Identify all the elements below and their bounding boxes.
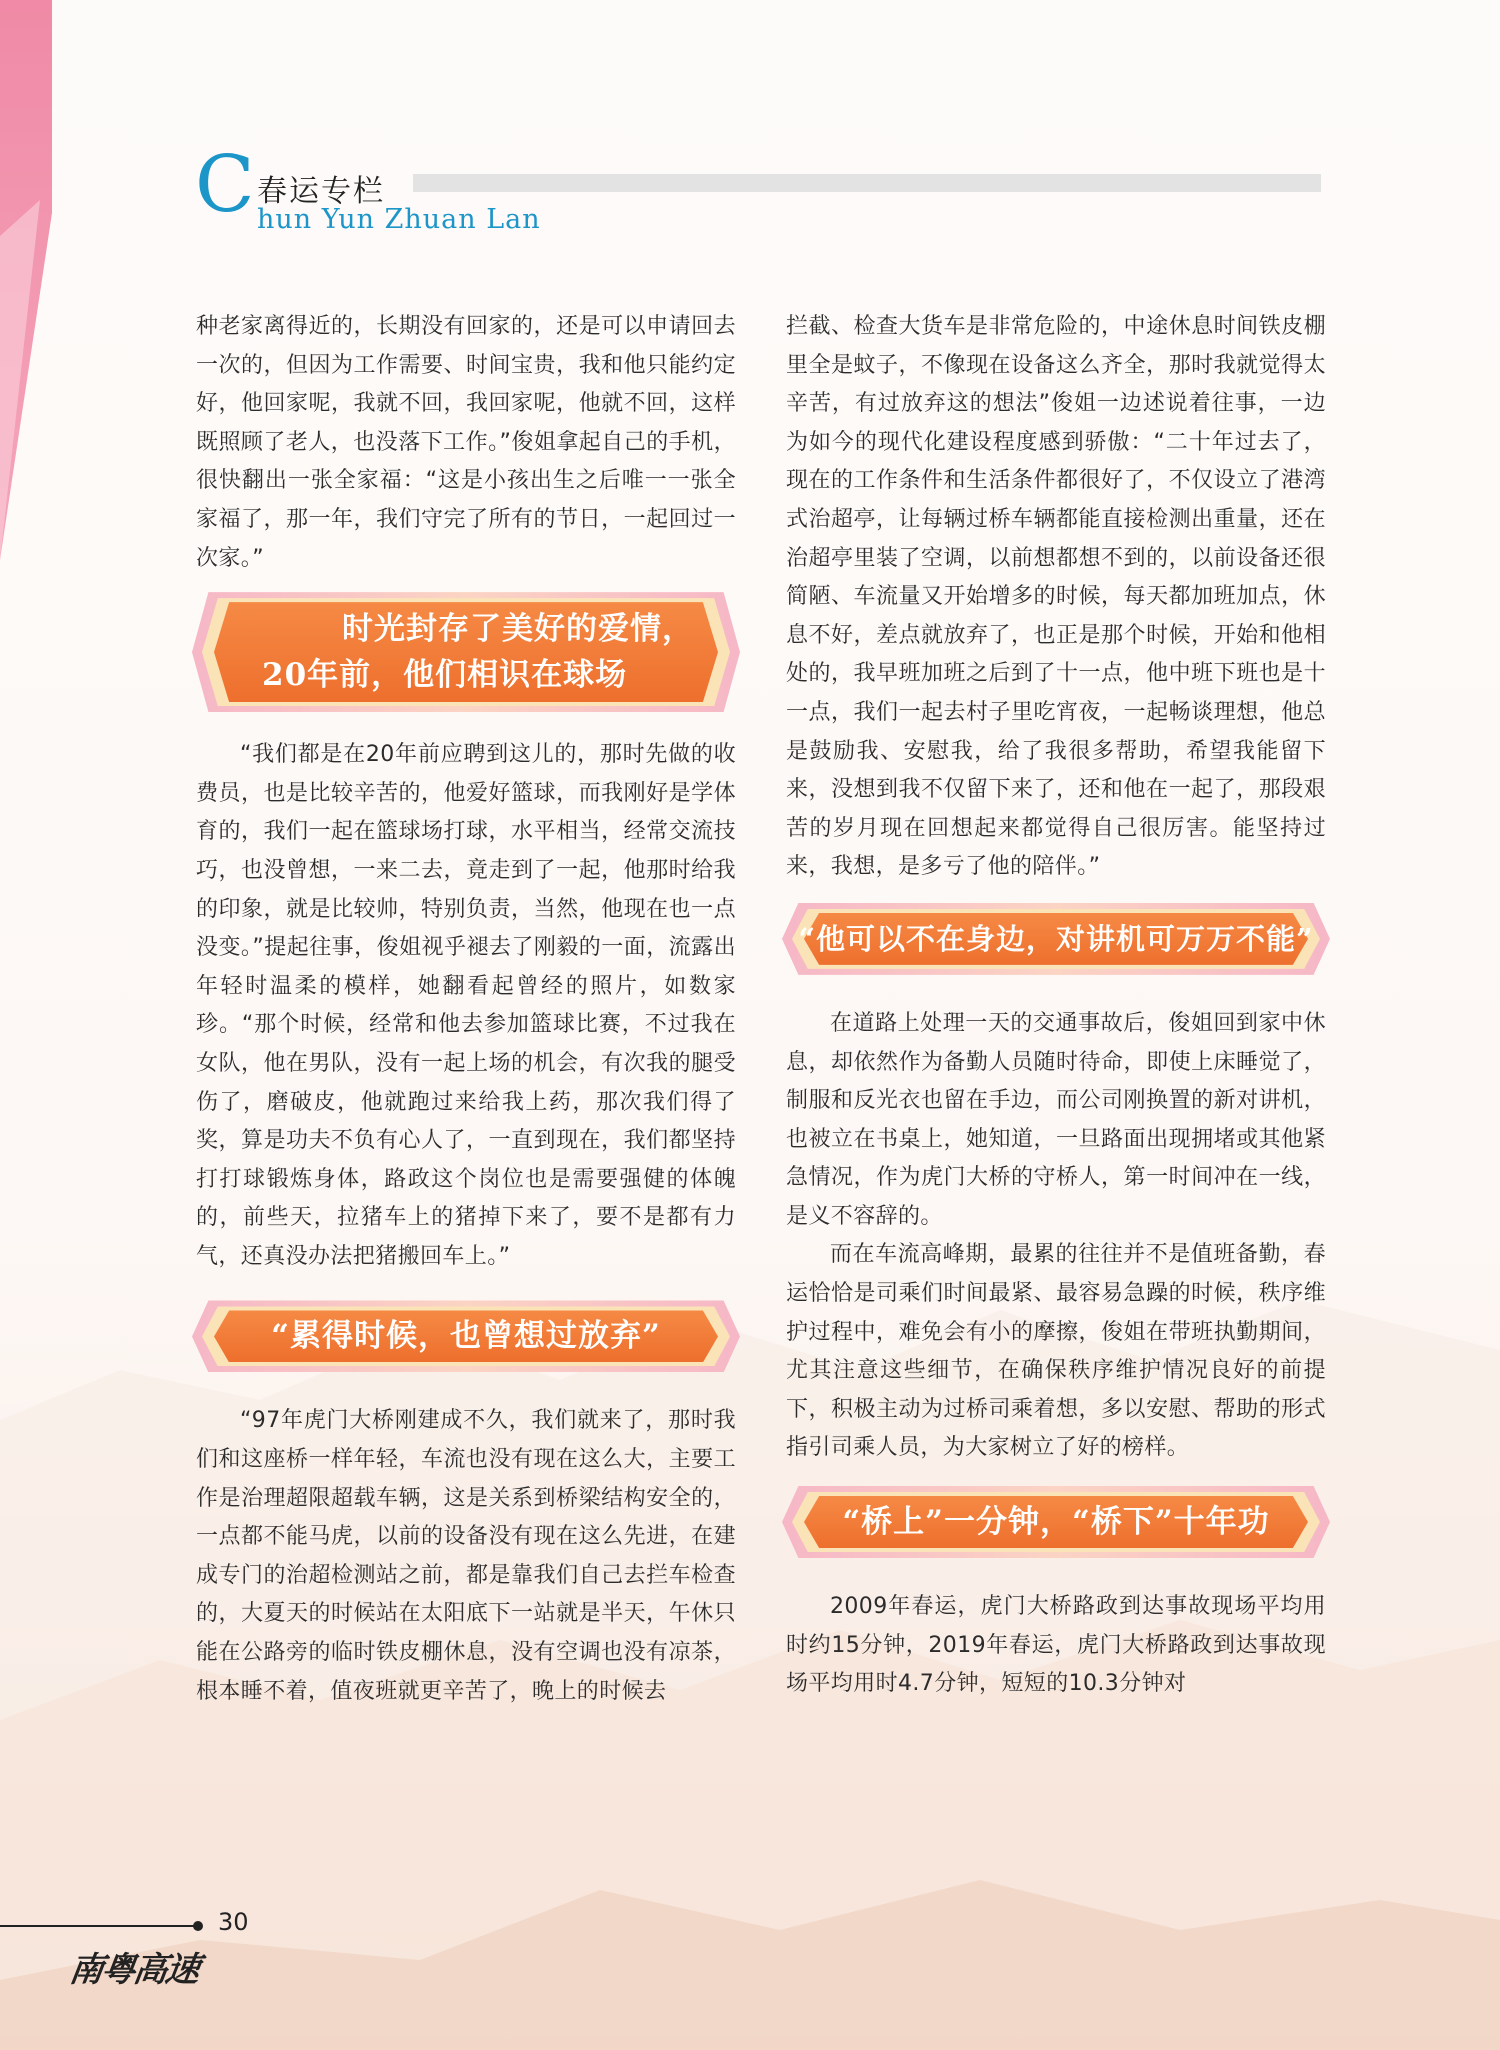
footer-dot bbox=[193, 1921, 203, 1931]
paragraph: “97年虎门大桥刚建成不久，我们就来了，那时我们和这座桥一样年轻，车流也没有现在这么大，主要工作是治理超限超载车辆，这是关系到桥梁结构安全的，一点都不能马虎，以前的设备没有现在这么先进，在建成专门的治超检测站之前，都是靠我们自己去拦车检查的，大夏天的时候站在太阳底下一站就是半天，午休只能在公路旁的临时铁皮棚休息，没有空调也没有凉茶，根本睡不着，值夜班就更辛苦了，晚上的时候去 bbox=[196, 1408, 736, 1704]
page-number: 30 bbox=[218, 1908, 249, 1936]
header-title-pinyin: hun Yun Zhuan Lan bbox=[257, 204, 541, 235]
column-header bbox=[195, 140, 1325, 240]
right-column bbox=[786, 308, 1326, 1704]
section-heading-banner bbox=[192, 1300, 740, 1372]
magazine-logo: 南粤高速 bbox=[66, 1950, 201, 1990]
section-heading bbox=[238, 606, 694, 698]
header-title-chinese: 春运专栏 bbox=[257, 174, 385, 209]
left-column bbox=[196, 308, 736, 1711]
header-initial-letter: C bbox=[195, 140, 255, 230]
footer-rule bbox=[0, 1925, 196, 1927]
paragraph: “我们都是在20年前应聘到这儿的，那时先做的收费员，也是比较辛苦的，他爱好篮球，而我刚好是学体育的，我们一起在篮球场打球，水平相当，经常交流技巧，也没曾想，一来二去，竟走到了一起，他那时给我的印象，就是比较帅，特别负责，当然，他现在也一点没变。”提起往事，俊姐视乎褪去了刚毅的一面，流露出年轻时温柔的模样，她翻看起曾经的照片，如数家珍。“那个时候，经常和他去参加篮球比赛，不过我在女队，他在男队，没有一起上场的机会，有次我的腿受伤了，磨破皮，他就跑过来给我上药，那次我们得了奖，算是功夫不负有心人了，一直到现在，我们都坚持打打球锻炼身体，路政这个岗位也是需要强健的体魄的，前些天，拉猪车上的猪掉下来了，要不是都有力气，还真没办法把猪搬回车上。” bbox=[196, 742, 736, 1269]
section-heading: “他可以不在身边，对讲机可万万不能” bbox=[798, 921, 1314, 956]
section-heading: “累得时候，也曾想过放弃” bbox=[271, 1318, 661, 1355]
section-heading: “桥上”一分钟，“桥下”十年功 bbox=[842, 1504, 1270, 1541]
section-heading-banner bbox=[782, 903, 1330, 975]
section-heading-line: 时光封存了美好的爱情， bbox=[342, 611, 694, 648]
paragraph: 拦截、检查大货车是非常危险的，中途休息时间铁皮棚里全是蚊子，不像现在设备这么齐全，那时我就觉得太辛苦，有过放弃这的想法”俊姐一边述说着往事，一边为如今的现代化建设程度感到骄傲：“二十年过去了，现在的工作条件和生活条件都很好了，不仅设立了港湾式治超亭，让每辆过桥车辆都能直接检测出重量，还在治超亭里装了空调，以前想都想不到的，以前设备还很简陋、车流量又开始增多的时候，每天都加班加点，休息不好，差点就放弃了，也正是那个时候，开始和他相处的，我早班加班之后到了十一点，他中班下班也是十一点，我们一起去村子里吃宵夜，一起畅谈理想，他总是鼓励我、安慰我，给了我很多帮助，希望我能留下来，没想到我不仅留下来了，还和他在一起了，那段艰苦的岁月现在回想起来都觉得自己很厉害。能坚持过来，我想，是多亏了他的陪伴。” bbox=[786, 314, 1326, 880]
paragraph: 而在车流高峰期，最累的往往并不是值班备勤，春运恰恰是司乘们时间最紧、最容易急躁的时候，秩序维护过程中，难免会有小的摩擦，俊姐在带班执勤期间，尤其注意这些细节，在确保秩序维护情况良好的前提下，积极主动为过桥司乘着想，多以安慰、帮助的形式指引司乘人员，为大家树立了好的榜样。 bbox=[786, 1242, 1326, 1461]
header-gray-bar bbox=[413, 174, 1321, 192]
left-light-pink-decoration bbox=[0, 200, 40, 560]
section-heading-banner bbox=[192, 592, 740, 712]
section-heading-banner bbox=[782, 1486, 1330, 1558]
section-heading-line: 20年前，他们相识在球场 bbox=[262, 657, 628, 694]
paragraph: 在道路上处理一天的交通事故后，俊姐回到家中休息，却依然作为备勤人员随时待命，即使上床睡觉了，制服和反光衣也留在手边，而公司刚换置的新对讲机，也被立在书桌上，她知道，一旦路面出现拥堵或其他紧急情况，作为虎门大桥的守桥人，第一时间冲在一线，是义不容辞的。 bbox=[786, 1010, 1326, 1229]
paragraph: 2009年春运，虎门大桥路政到达事故现场平均用时约15分钟，2019年春运，虎门大桥路政到达事故现场平均用时4.7分钟，短短的10.3分钟对 bbox=[786, 1594, 1326, 1697]
paragraph: 种老家离得近的，长期没有回家的，还是可以申请回去一次的，但因为工作需要、时间宝贵，我和他只能约定好，他回家呢，我就不回，我回家呢，他就不回，这样既照顾了老人，也没落下工作。”俊姐拿起自己的手机，很快翻出一张全家福：“这是小孩出生之后唯一一张全家福了，那一年，我们守完了所有的节日，一起回过一次家。” bbox=[196, 314, 736, 571]
